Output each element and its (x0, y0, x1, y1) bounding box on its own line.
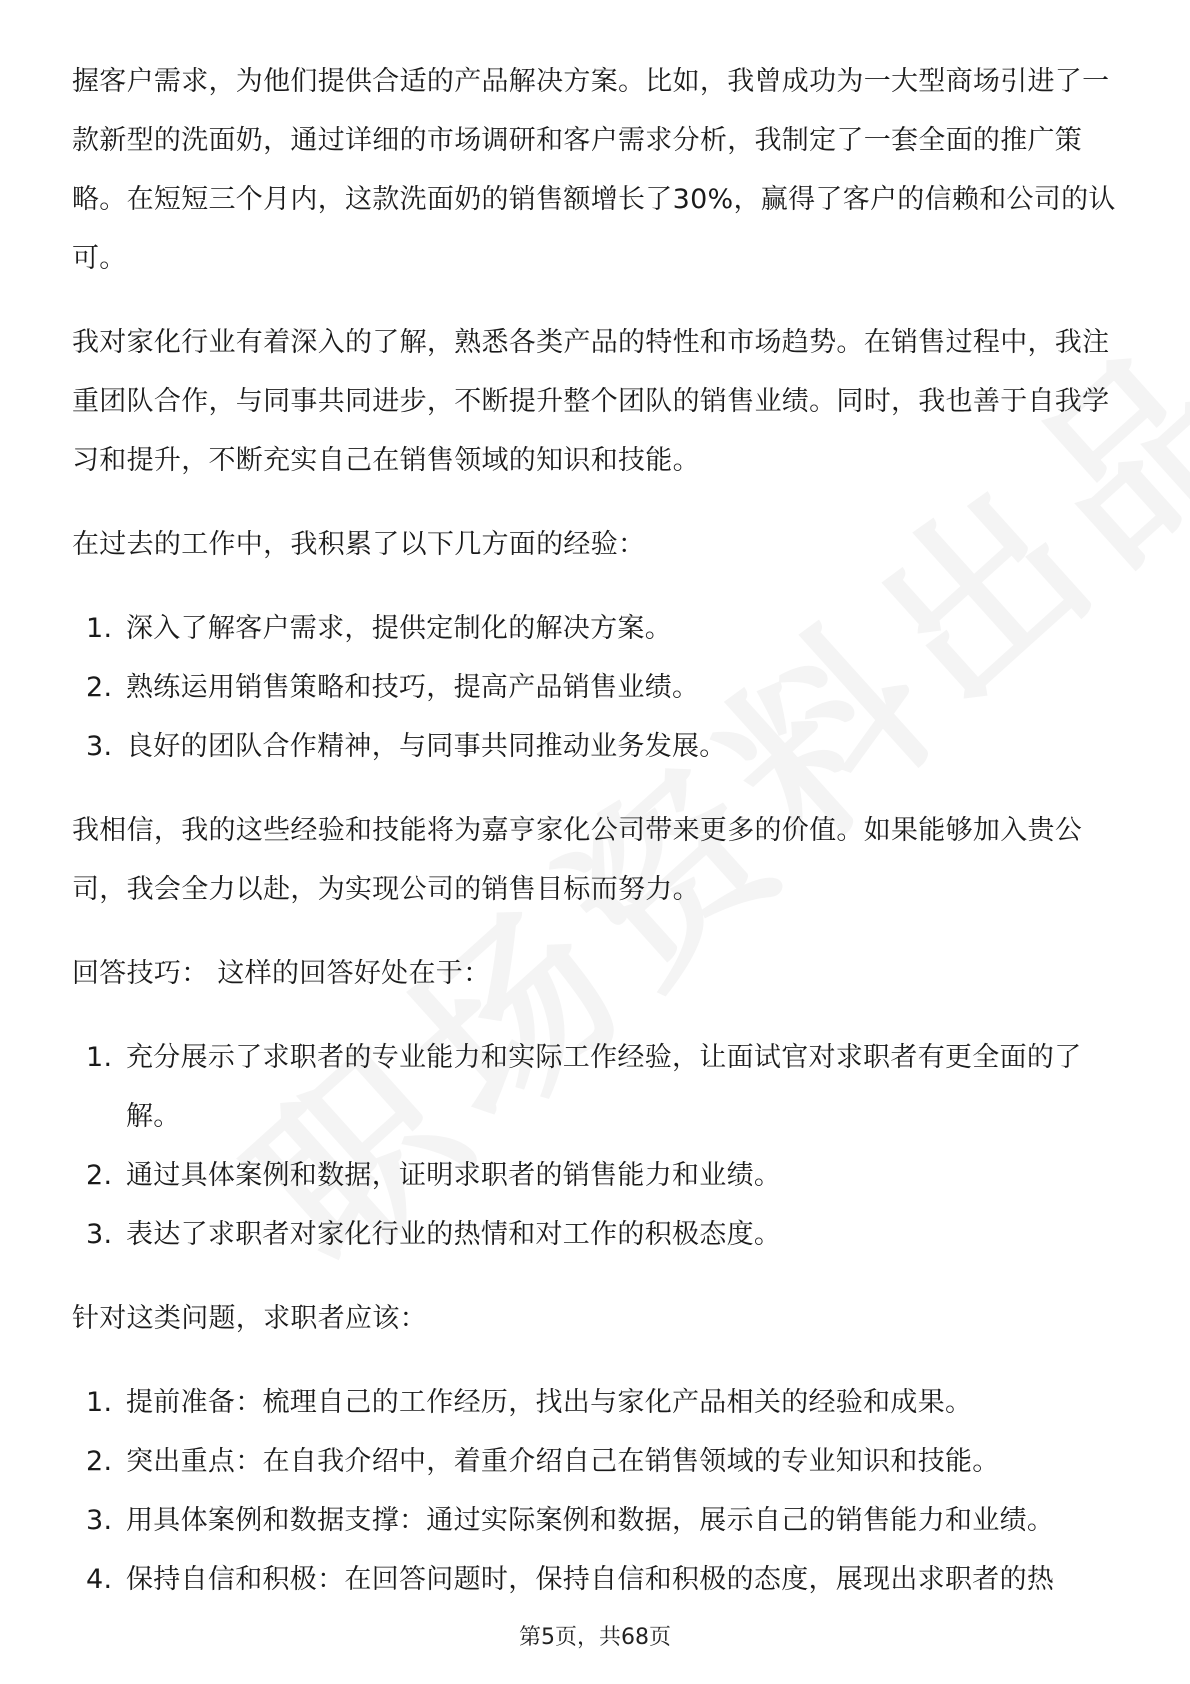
paragraph-experience-heading: 在过去的工作中，我积累了以下几方面的经验： (72, 529, 646, 560)
list-item (72, 1373, 1122, 1432)
document-body (72, 52, 1122, 1634)
list-item (72, 1432, 1122, 1491)
paragraph-intro: 握客户需求，为他们提供合适的产品解决方案。比如，我曾成功为一大型商场引进了一款新型的洗面奶，通过详细的市场调研和客户需求分析，我制定了一套全面的推广策略。在短短三个月内，这款洗面奶的销售额增长了30%，赢得了客户的信赖和公司的认可。 (72, 66, 1116, 274)
list-item (72, 599, 1122, 658)
list-text: 保持自信和积极：在回答问题时，保持自信和积极的态度，展现出求职者的热 (126, 1564, 1055, 1595)
list-text: 通过具体案例和数据，证明求职者的销售能力和业绩。 (126, 1160, 782, 1191)
experience-list (72, 599, 1122, 776)
paragraph-advice-heading: 针对这类问题，求职者应该： (72, 1303, 427, 1334)
list-number: 1. (86, 613, 113, 644)
list-item (72, 658, 1122, 717)
list-number: 4. (86, 1564, 113, 1595)
list-number: 3. (86, 1505, 113, 1536)
list-text: 深入了解客户需求，提供定制化的解决方案。 (126, 613, 672, 644)
paragraph-conclusion: 我相信，我的这些经验和技能将为嘉亨家化公司带来更多的价值。如果能够加入贵公司，我会全力以赴，为实现公司的销售目标而努力。 (72, 815, 1083, 905)
page-footer: 第5页，共68页 (519, 1625, 671, 1650)
list-item (72, 717, 1122, 776)
list-text: 表达了求职者对家化行业的热情和对工作的积极态度。 (126, 1219, 782, 1250)
list-number: 2. (86, 1446, 113, 1477)
tips-list (72, 1028, 1122, 1264)
list-number: 1. (86, 1387, 113, 1418)
list-number: 3. (86, 731, 113, 762)
list-text: 充分展示了求职者的专业能力和实际工作经验，让面试官对求职者有更全面的了解。 (126, 1042, 1082, 1132)
list-item (72, 1205, 1122, 1264)
paragraph-industry: 我对家化行业有着深入的了解，熟悉各类产品的特性和市场趋势。在销售过程中，我注重团队合作，与同事共同进步，不断提升整个团队的销售业绩。同时，我也善于自我学习和提升，不断充实自己在销售领域的知识和技能。 (72, 327, 1110, 476)
list-text: 用具体案例和数据支撑：通过实际案例和数据，展示自己的销售能力和业绩。 (126, 1505, 1055, 1536)
list-text: 良好的团队合作精神，与同事共同推动业务发展。 (126, 731, 727, 762)
list-number: 2. (86, 672, 113, 703)
advice-list (72, 1373, 1122, 1609)
list-item (72, 1146, 1122, 1205)
list-number: 1. (86, 1042, 113, 1073)
list-number: 2. (86, 1160, 113, 1191)
list-item (72, 1028, 1122, 1146)
list-text: 熟练运用销售策略和技巧，提高产品销售业绩。 (126, 672, 700, 703)
list-text: 突出重点：在自我介绍中，着重介绍自己在销售领域的专业知识和技能。 (126, 1446, 1000, 1477)
list-item (72, 1491, 1122, 1550)
paragraph-tips-heading: 回答技巧： 这样的回答好处在于： (72, 958, 491, 989)
list-text: 提前准备：梳理自己的工作经历，找出与家化产品相关的经验和成果。 (126, 1387, 973, 1418)
list-item (72, 1550, 1122, 1609)
list-number: 3. (86, 1219, 113, 1250)
